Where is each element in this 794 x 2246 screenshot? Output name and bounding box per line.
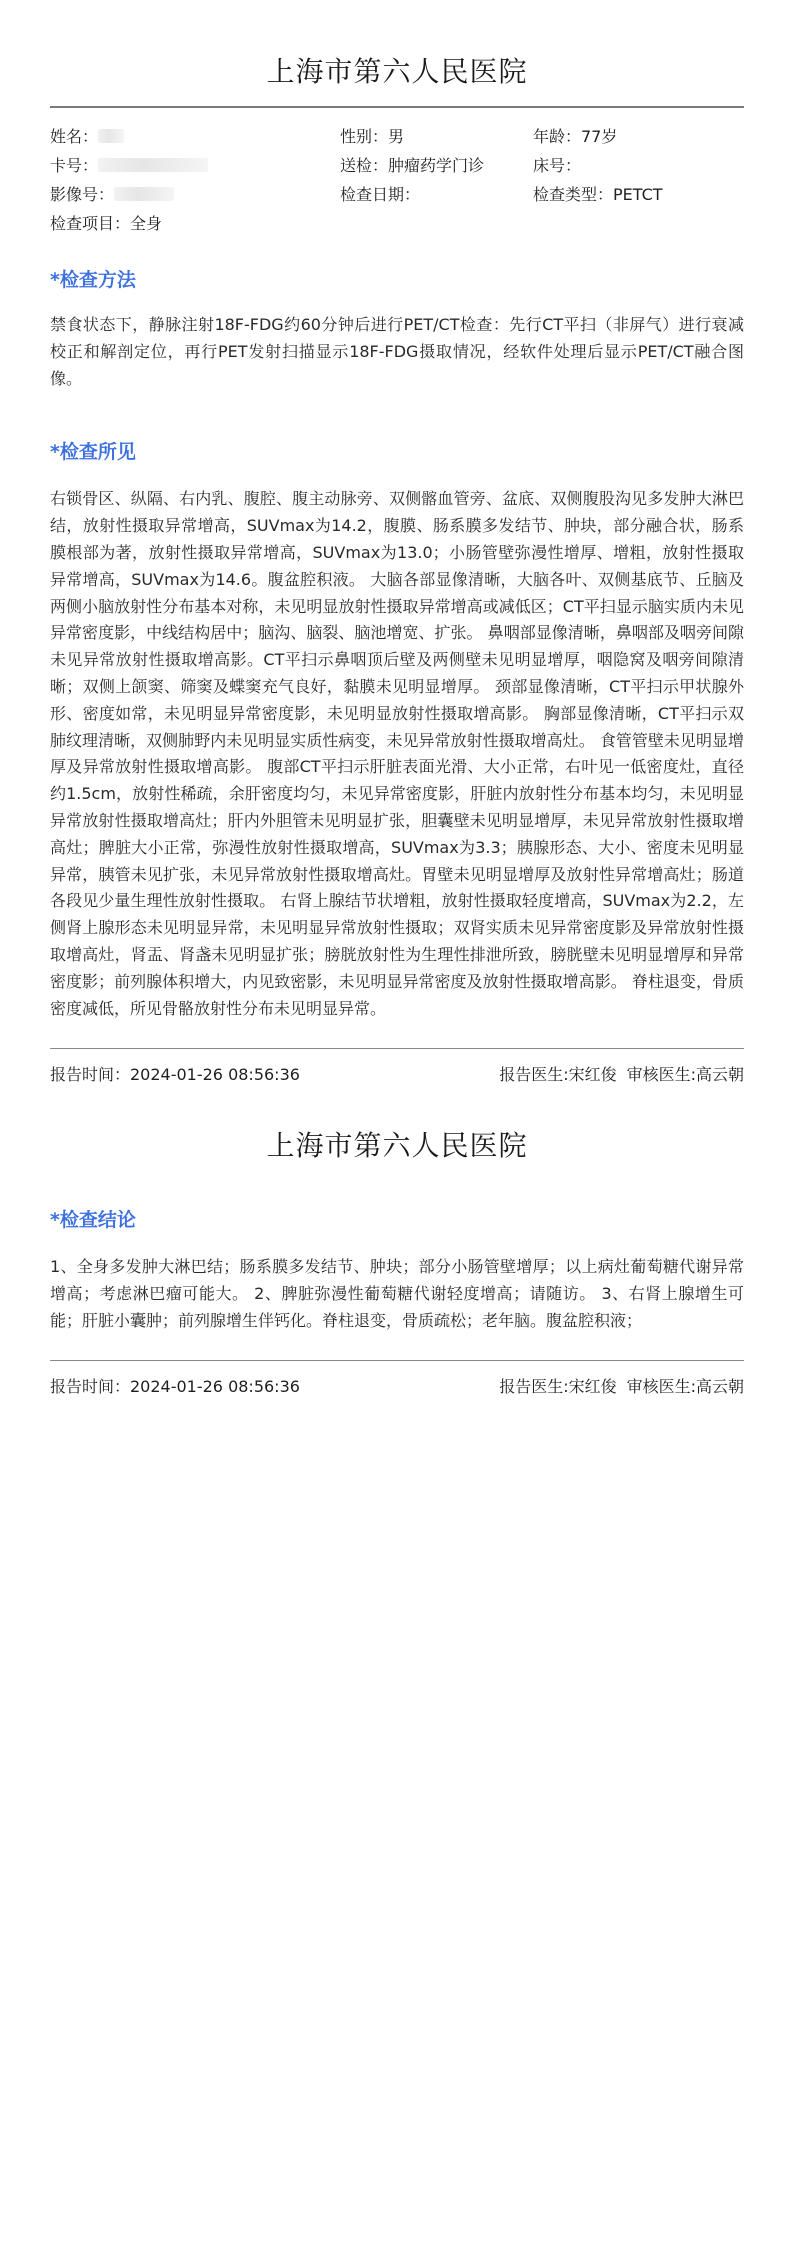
report-time: 报告时间：2024-01-26 08:56:36 <box>50 1377 300 1397</box>
patient-age: 年龄：77岁 <box>533 127 618 146</box>
card-number <box>50 151 208 180</box>
method-text: 禁食状态下，静脉注射18F-FDG约60分钟后进行PET/CT检查：先行CT平扫（非屏气）进行衰减校正和解剖定位，再行PET发射扫描显示18F-FDG摄取情况，经软件处理后显示PET/CT融合图像。 <box>50 315 744 388</box>
report-footer <box>50 1061 744 1089</box>
patient-name <box>50 122 124 151</box>
hospital-title: 上海市第六人民医院 <box>266 55 528 88</box>
bed-number: 床号： <box>533 156 582 175</box>
exam-type: 检查类型：PETCT <box>533 185 663 204</box>
patient-info-row <box>50 151 744 180</box>
review-doctor: 审核医生:高云朝 <box>626 1065 744 1085</box>
patient-gender: 性别：男 <box>340 127 405 146</box>
patient-info-row <box>50 122 744 151</box>
header-divider <box>50 106 744 108</box>
review-doctor: 审核医生:高云朝 <box>626 1377 744 1397</box>
report-page-2 <box>50 1126 744 1401</box>
doctor-signatures <box>499 1373 744 1401</box>
redacted-mask <box>98 158 208 172</box>
report-doctor: 报告医生:宋红俊 <box>499 1377 617 1397</box>
patient-name-label: 姓名： <box>50 127 99 146</box>
exam-item: 检查项目：全身 <box>50 214 163 233</box>
report-doctor: 报告医生:宋红俊 <box>499 1065 617 1085</box>
image-number-label: 影像号： <box>50 185 115 204</box>
redacted-mask <box>98 129 124 143</box>
redacted-mask <box>114 187 174 201</box>
conclusion-text: 1、全身多发肿大淋巴结；肠系膜多发结节、肿块；部分小肠管壁增厚；以上病灶葡萄糖代谢异常增高；考虑淋巴瘤可能大。 2、脾脏弥漫性葡萄糖代谢轻度增高；请随访。 3、右肾上腺增生可能；肝脏小囊肿；前列腺增生伴钙化。脊柱退变，骨质疏松；老年脑。腹盆腔积液； <box>50 1257 744 1330</box>
hospital-title: 上海市第六人民医院 <box>266 1129 528 1162</box>
report-time: 报告时间：2024-01-26 08:56:36 <box>50 1065 300 1085</box>
card-number-label: 卡号： <box>50 156 99 175</box>
patient-info <box>50 122 744 238</box>
referral-dept: 送检：肿瘤药学门诊 <box>340 156 485 175</box>
footer-divider <box>50 1360 744 1361</box>
conclusion-heading: *检查结论 <box>50 1209 136 1231</box>
exam-date: 检查日期： <box>340 185 421 204</box>
doctor-signatures <box>499 1061 744 1089</box>
image-number <box>50 180 174 209</box>
findings-text: 右锁骨区、纵隔、右内乳、腹腔、腹主动脉旁、双侧髂血管旁、盆底、双侧腹股沟见多发肿大淋巴结，放射性摄取异常增高，SUVmax为14.2，腹膜、肠系膜多发结节、肿块，部分融合状，肠系膜根部为著，放射性摄取异常增高，SUVmax为13.0；小肠管壁弥漫性增厚、增粗，放射性摄取异常增高，SUVmax为14.6。腹盆腔积液。 大脑各部显像清晰，大脑各叶、双侧基底节、丘脑及两侧小脑放射性分布基本对称，未见明显放射性摄取异常增高或减低区；CT平扫显示脑实质内未见异常密度影，中线结构居中；脑沟、脑裂、脑池增宽、扩张。 鼻咽部显像清晰，鼻咽部及咽旁间隙未见异常放射性摄取增高影。CT平扫示鼻咽顶后壁及两侧壁未见明显增厚，咽隐窝及咽旁间隙清晰；双侧上颌窦、筛窦及蝶窦充气良好，黏膜未见明显增厚。 颈部显像清晰，CT平扫示甲状腺外形、密度如常，未见明显异常密度影，未见明显放射性摄取增高影。 胸部显像清晰，CT平扫示双肺纹理清晰，双侧肺野内未见明显实质性病变，未见异常放射性摄取增高灶。 食管管壁未见明显增厚及异常放射性摄取增高影。 腹部CT平扫示肝脏表面光滑、大小正常，右叶见一低密度灶，直径约1.5cm，放射性稀疏，余肝密度均匀，未见异常密度影，肝脏内放射性分布基本均匀，未见明显异常放射性摄取增高灶；肝内外胆管未见明显扩张，胆囊壁未见明显增厚，未见异常放射性摄取增高灶；脾脏大小正常，弥漫性放射性摄取增高，SUVmax为3.3；胰腺形态、大小、密度未见明显异常，胰管未见扩张，未见异常放射性摄取增高灶。胃壁未见明显增厚及放射性异常增高灶；肠道各段见少量生理性放射性摄取。 右肾上腺结节状增粗，放射性摄取轻度增高，SUVmax为2.2，左侧肾上腺形态未见明显异常，未见明显异常放射性摄取；双肾实质未见异常密度影及异常放射性摄取增高灶，肾盂、肾盏未见明显扩张；膀胱放射性为生理性排泄所致，膀胱壁未见明显增厚和异常密度影；前列腺体积增大，内见致密影，未见明显异常密度及放射性摄取增高影。 脊柱退变，骨质密度减低，所见骨骼放射性分布未见明显异常。 <box>50 489 744 1018</box>
footer-divider <box>50 1048 744 1049</box>
findings-heading: *检查所见 <box>50 441 136 464</box>
report-page-1 <box>50 52 744 1089</box>
method-heading: *检查方法 <box>50 269 136 291</box>
patient-info-row <box>50 180 744 209</box>
report-footer <box>50 1373 744 1401</box>
patient-info-row <box>50 209 744 238</box>
